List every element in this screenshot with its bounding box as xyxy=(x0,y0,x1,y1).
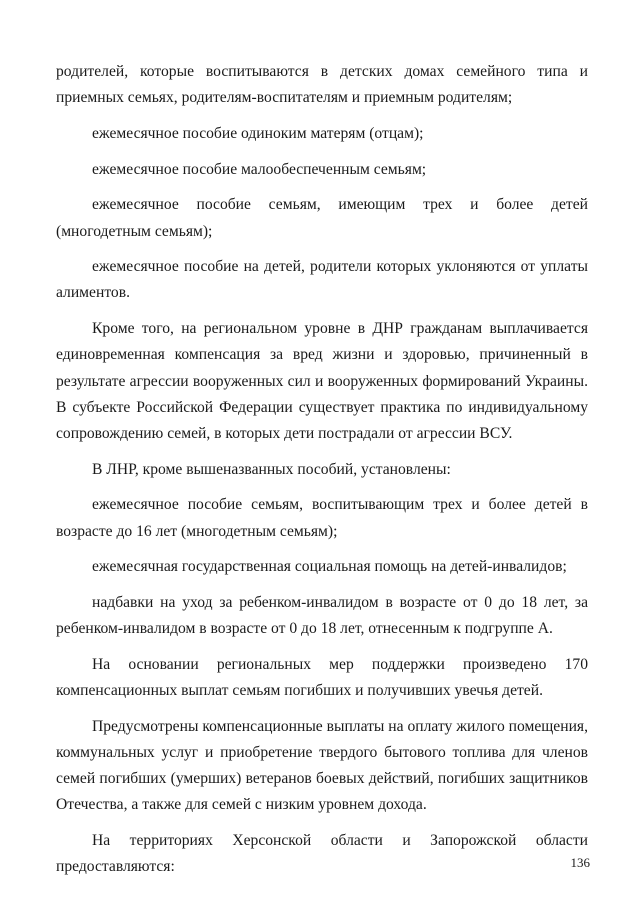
paragraph-compensation-count: На основании региональных мер поддержки произведено 170 компенсационных выплат семьям погибших и получивших увечья детей. xyxy=(56,655,588,700)
document-body xyxy=(56,59,588,890)
paragraph-list-item: ежемесячная государственная социальная помощь на детей-инвалидов; xyxy=(92,558,567,576)
paragraph-list-item: ежемесячное пособие на детей, родители которых уклоняются от уплаты алиментов. xyxy=(56,258,588,302)
paragraph-list-item: ежемесячное пособие одиноким матерям (отцам); xyxy=(92,124,424,142)
page-number: 136 xyxy=(570,855,590,870)
paragraph-list-item: надбавки на уход за ребенком-инвалидом в возрасте от 0 до 18 лет, за ребенком-инвалидом в возрасте от 0 до 18 лет, отнесенным к подгруппе А. xyxy=(56,593,588,638)
paragraph-housing-payments: Предусмотрены компенсационные выплаты на оплату жилого помещения, коммунальных услуг и приобретение твердого бытового топлива для членов семей погибших (умерших) ветеранов боевых действий, погибших защитников Отечества, а также для семей с низким уровнем дохода. xyxy=(56,717,588,814)
paragraph-list-item: ежемесячное пособие семьям, воспитывающим трех и более детей в возрасте до 16 лет (многодетным семьям); xyxy=(56,496,588,540)
paragraph-kherson-zaporozhye: На территориях Херсонской области и Запорожской области предоставляются: xyxy=(56,832,588,876)
paragraph-dnr-compensation: Кроме того, на региональном уровне в ДНР гражданам выплачивается единовременная компенсация за вред жизни и здоровью, причиненный в результате агрессии вооруженных сил и вооруженных формирований Украины. В субъекте Российской Федерации существует практика по индивидуальному сопровождению семей, в которых дети пострадали от агрессии ВСУ. xyxy=(56,320,588,442)
paragraph-list-item: ежемесячное пособие малообеспеченным семьям; xyxy=(92,160,427,178)
paragraph-list-item: ежемесячное пособие семьям, имеющим трех и более детей (многодетным семьям); xyxy=(56,196,588,240)
paragraph-lnr-intro: В ЛНР, кроме вышеназванных пособий, установлены: xyxy=(92,460,451,478)
paragraph-continuation: родителей, которые воспитываются в детских домах семейного типа и приемных семьях, родителям-воспитателям и приемным родителям; xyxy=(56,63,588,107)
